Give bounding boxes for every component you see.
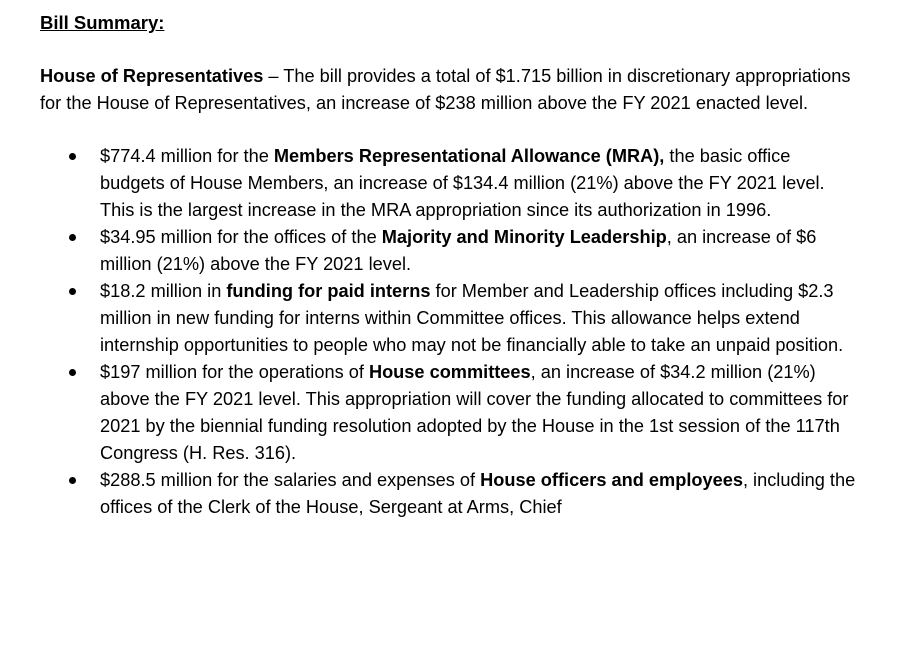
bullet-icon — [69, 288, 76, 295]
item-text-post: , including the offices of the Clerk of the House, Sergeant at Arms, Chief — [100, 470, 856, 517]
item-text-post: for Member and Leadership offices including $2.3 million in new funding for interns within Committee offices. This allowance helps extend internship opportunities to people who may not be financially able to take an unpaid position. — [100, 281, 844, 355]
item-text-bold: Members Representational Allowance (MRA), — [273, 146, 665, 166]
bullet-icon — [69, 369, 76, 376]
item-text-post: the basic office budgets of House Members, an increase of $134.4 million (21%) above the FY 2021 level. This is the largest increase in the MRA appropriation since its authorization in 1996. — [100, 146, 825, 220]
bullet-icon — [69, 477, 76, 484]
bullet-icon — [69, 153, 76, 160]
appropriations-list — [40, 143, 860, 521]
item-text-pre: $288.5 million for the salaries and expenses of — [100, 470, 481, 490]
list-item — [40, 224, 860, 278]
list-item — [40, 143, 860, 224]
list-item — [40, 278, 860, 359]
item-text-pre: $774.4 million for the — [100, 146, 274, 166]
item-text-pre: $18.2 million in — [100, 281, 227, 301]
bill-summary-heading: Bill Summary: — [40, 12, 165, 33]
item-text-bold: House officers and employees — [480, 470, 743, 490]
item-text-bold: House committees — [368, 362, 531, 382]
item-text-post: , an increase of $6 million (21%) above the FY 2021 level. — [100, 227, 817, 274]
item-text-bold: Majority and Minority Leadership — [381, 227, 667, 247]
item-text-bold: funding for paid interns — [226, 281, 431, 301]
document-page — [40, 9, 860, 521]
intro-text: – The bill provides a total of $1.715 billion in discretionary appropriations for the House of Representatives, an increase of $238 million above the FY 2021 enacted level. — [40, 66, 851, 113]
list-item — [40, 467, 860, 521]
bullet-icon — [69, 234, 76, 241]
item-text-post: , an increase of $34.2 million (21%) above the FY 2021 level. This appropriation will cover the funding allocated to committees for 2021 by the biennial funding resolution adopted by the House in the 1st session of the 117th Congress (H. Res. 316). — [100, 362, 849, 463]
intro-bold-label: House of Representatives — [40, 66, 264, 86]
list-item — [40, 359, 860, 467]
item-text-pre: $197 million for the operations of — [100, 362, 369, 382]
item-text-pre: $34.95 million for the offices of the — [100, 227, 382, 247]
intro-paragraph — [40, 63, 860, 117]
